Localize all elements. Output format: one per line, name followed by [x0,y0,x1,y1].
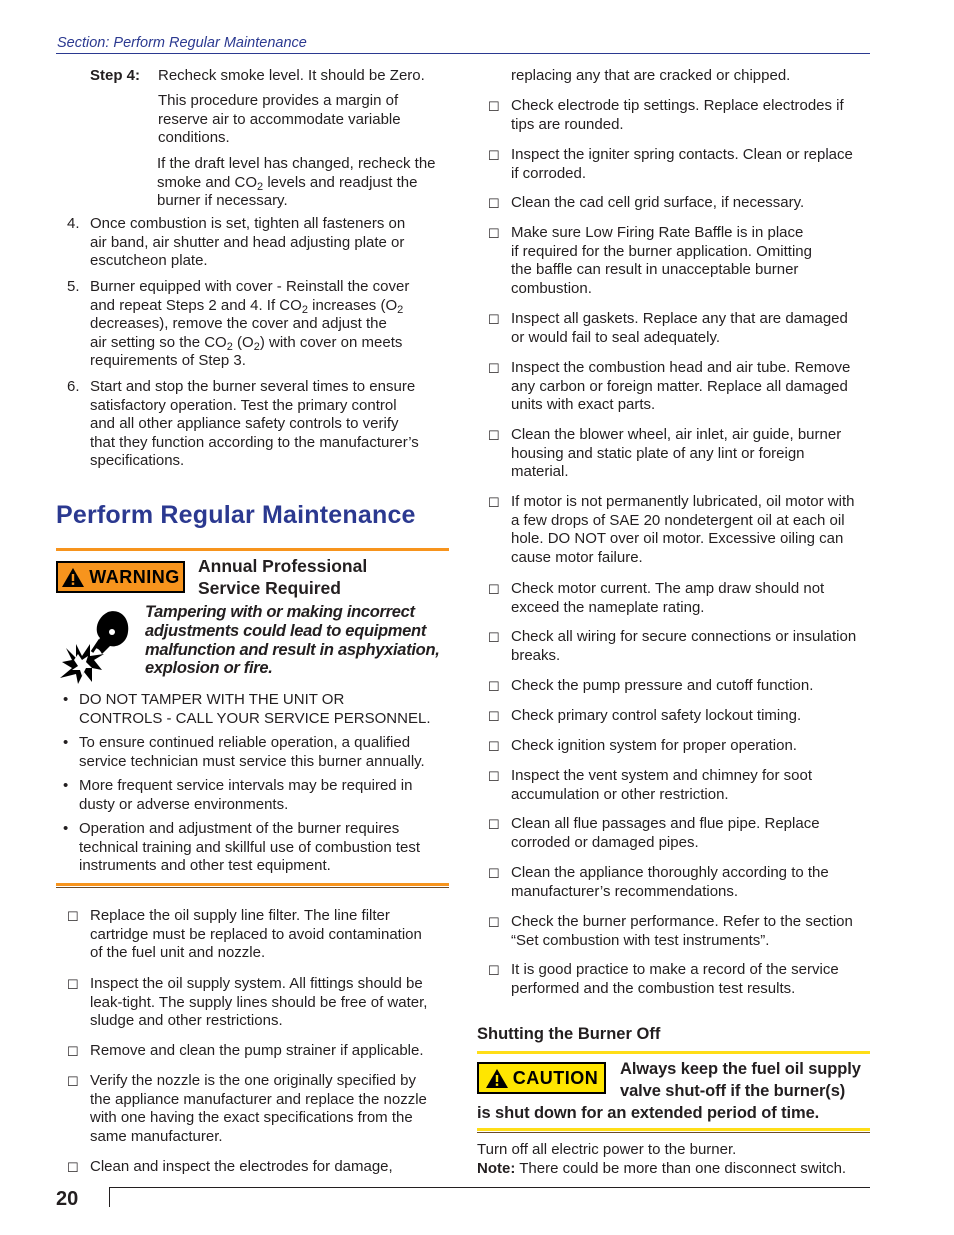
shutting-note: Note: There could be more than one disconnect switch. [477,1160,847,1177]
checklist-item: Check the pump pressure and cutoff function. [511,677,814,694]
checkbox-icon: ☐ [488,709,500,724]
checkbox-icon: ☐ [488,99,500,114]
checkbox-icon: ☐ [67,909,79,924]
bullet-glyph: • [63,820,69,837]
warning-bullet-1: DO NOT TAMPER WITH THE UNIT OR CONTROLS - CALL YOUR SERVICE PERSONNEL. [79,691,431,727]
footer-rule [110,1187,870,1188]
checklist-item: Check motor current. The amp draw should not exceed the nameplate rating. [511,580,825,616]
footer-tick [109,1187,110,1207]
checkbox-icon: ☐ [67,1044,79,1059]
checklist-item: Check primary control safety lockout timing. [511,707,802,724]
checklist-item: Clean the appliance thoroughly according to the manufacturer’s recommendations. [511,864,829,900]
bullet-glyph: • [63,777,69,794]
caution-triangle-icon [485,1068,509,1089]
checklist-item: Check the burner performance. Refer to the section “Set combustion with test instruments”. [511,913,853,949]
checkbox-icon: ☐ [488,428,500,443]
page-title: Perform Regular Maintenance [56,501,416,529]
warning-badge: WARNING [56,561,185,593]
checklist-item: Inspect the igniter spring contacts. Clean or replace if corroded. [511,146,853,182]
list-item-6: Start and stop the burner several times to ensure satisfactory operation. Test the primary control and all other appliance safety controls to verify that they function according to the manufacturer’s specifications. [90,378,419,470]
step4-para2: If the draft level has changed, recheck the smoke and $CO_2$ levels and readjust the burner if necessary. [157,155,436,210]
checklist-item: Remove and clean the pump strainer if applicable. [90,1042,424,1059]
warning-bottom-rule [56,887,449,888]
checklist-item: Inspect the oil supply system. All fittings should be leak-tight. The supply lines should be free of water, sludge and other restrictions. [90,975,428,1030]
section-header: Section: Perform Regular Maintenance [57,35,307,51]
checklist-item: Check ignition system for proper operation. [511,737,797,754]
checkbox-icon: ☐ [488,739,500,754]
checkbox-icon: ☐ [488,196,500,211]
list-item-4: Once combustion is set, tighten all fasteners on air band, air shutter and head adjusting plate or escutcheon plate. [90,215,406,270]
list-number-5: 5. [67,278,80,295]
checkbox-icon: ☐ [488,582,500,597]
checkbox-icon: ☐ [67,977,79,992]
shutting-instruction: Turn off all electric power to the burner. [477,1141,737,1158]
bullet-glyph: • [63,691,69,708]
checkbox-icon: ☐ [67,1074,79,1089]
checklist-item: Check all wiring for secure connections or insulation breaks. [511,628,857,664]
checkbox-icon: ☐ [488,495,500,510]
checklist-item: Check electrode tip settings. Replace electrodes if tips are rounded. [511,97,844,133]
checklist-item: Replace the oil supply line filter. The line filter cartridge must be replaced to avoid contamination of the fuel unit and nozzle. [90,907,422,962]
caution-bottom-bar [477,1128,870,1131]
caution-badge: CAUTION [477,1062,606,1094]
checklist-item: Inspect all gaskets. Replace any that are damaged or would fail to seal adequately. [511,310,848,346]
checkbox-icon: ☐ [488,817,500,832]
checklist-item: Clean and inspect the electrodes for damage, [90,1158,393,1175]
warning-bullet-2: To ensure continued reliable operation, a qualified service technician must service this burner annually. [79,734,425,770]
checkbox-icon: ☐ [488,312,500,327]
bullet-glyph: • [63,734,69,751]
checkbox-icon: ☐ [488,361,500,376]
checkbox-icon: ☐ [488,769,500,784]
list-number-4: 4. [67,215,80,232]
step4-label: Step 4: [90,67,141,84]
checkbox-icon: ☐ [67,1160,79,1175]
step4-para1: This procedure provides a margin of reserve air to accommodate variable conditions. [158,92,401,147]
checkbox-icon: ☐ [488,866,500,881]
warning-triangle-icon [61,567,85,588]
warning-bullet-4: Operation and adjustment of the burner requires technical training and skillful use of combustion test instruments and other test equipment. [79,820,421,875]
checklist-item: Inspect the vent system and chimney for soot accumulation or other restriction. [511,767,812,803]
explosion-hazard-icon [56,604,132,684]
checklist-item: Inspect the combustion head and air tube. Remove any carbon or foreign matter. Replace all damaged units with exact parts. [511,359,851,414]
warning-top-bar [56,548,449,551]
caution-top-bar [477,1051,870,1054]
checklist-item: Make sure Low Firing Rate Baffle is in place if required for the burner application. Omitting the baffle can result in unacceptable burner combustion. [511,224,812,297]
warning-bottom-bar [56,883,449,886]
warning-bullet-3: More frequent service intervals may be required in dusty or adverse environments. [79,777,413,813]
header-rule [56,53,870,54]
checklist-item: Clean the cad cell grid surface, if necessary. [511,194,805,211]
shutting-heading: Shutting the Burner Off [477,1025,661,1043]
page-number: 20 [56,1188,79,1210]
checklist-item: It is good practice to make a record of the service performed and the combustion test results. [511,961,839,997]
checkbox-icon: ☐ [488,630,500,645]
checkbox-icon: ☐ [488,679,500,694]
checkbox-icon: ☐ [488,148,500,163]
checkbox-icon: ☐ [488,226,500,241]
caution-statement-bottom: is shut down for an extended period of time. [477,1104,820,1122]
list-item-5: Burner equipped with cover - Reinstall the cover and repeat Steps 2 and 4. If $CO_2$ increases ($O_2$ decreases), remove the cover and adjust the air setting so the $CO_2$ $(O_2)$ with cover on meets requirements of Step 3. [90,278,410,370]
list-number-6: 6. [67,378,80,395]
caution-bottom-rule [477,1132,870,1133]
checklist-item: Clean all flue passages and flue pipe. Replace corroded or damaged pipes. [511,815,820,851]
warning-heading: Annual Professional Service Required [198,556,368,598]
checklist-item: Clean the blower wheel, air inlet, air guide, burner housing and static plate of any lint or foreign material. [511,426,842,481]
checkbox-icon: ☐ [488,963,500,978]
step4-line1: Recheck smoke level. It should be Zero. [158,67,425,84]
checkbox-icon: ☐ [488,915,500,930]
checklist-item: If motor is not permanently lubricated, oil motor with a few drops of SAE 20 nondetergent oil at each oil hole. DO NOT over oil motor. Excessive oiling can cause motor failure. [511,493,855,566]
caution-statement-top: Always keep the fuel oil supply valve shut-off if the burner(s) [620,1060,861,1100]
checklist-item: Verify the nozzle is the one originally specified by the appliance manufacturer and replace the nozzle with one having the exact specifications from the same manufacturer. [90,1072,427,1145]
checklist-continuation: replacing any that are cracked or chipped. [511,67,791,84]
warning-statement: Tampering with or making incorrect adjustments could lead to equipment malfunction and result in asphyxiation, explosion or fire. [145,603,440,678]
